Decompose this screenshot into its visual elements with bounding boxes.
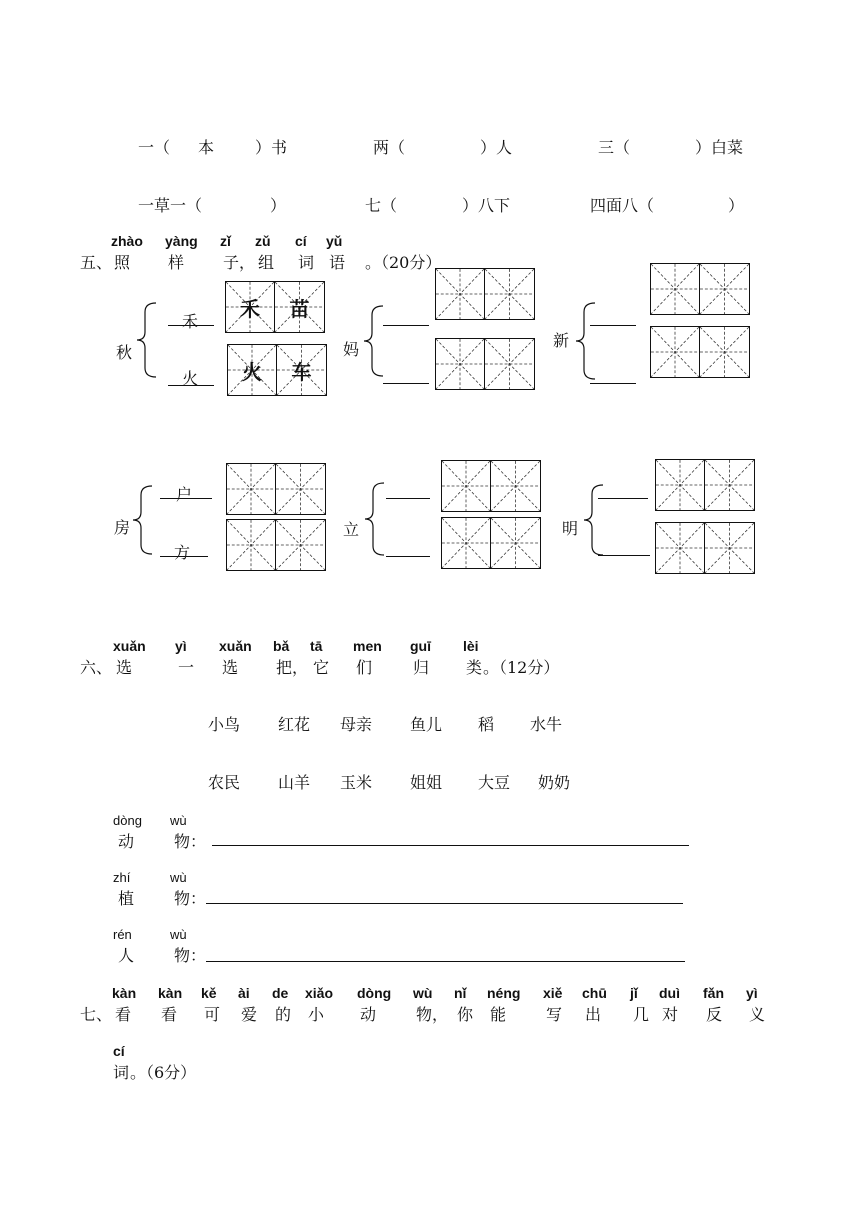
pinyin-syllable: wù	[413, 985, 433, 1001]
pinyin-syllable: kàn	[112, 985, 137, 1001]
section-number: 六、	[80, 658, 113, 677]
heading-char: 一	[178, 658, 195, 677]
word-option[interactable]: 玉米	[340, 773, 373, 792]
pinyin-syllable: duì	[659, 985, 680, 1001]
section-score: 。（12分）	[483, 658, 560, 677]
answer-line[interactable]	[386, 498, 430, 499]
grid-character	[705, 523, 754, 573]
pinyin-syllable: ài	[238, 985, 250, 1001]
writing-grid-cell[interactable]	[225, 281, 275, 333]
heading-char: 可	[204, 1005, 221, 1024]
category-label: 物：	[174, 832, 207, 851]
heading-char: 出	[585, 1005, 602, 1024]
pinyin-syllable: dòng	[113, 813, 142, 828]
phrase-prefix: 三（	[598, 138, 631, 157]
heading-char: 词	[113, 1063, 130, 1082]
pinyin-syllable: zhí	[113, 870, 131, 885]
heading-char: 把	[276, 658, 293, 677]
word-option[interactable]: 水牛	[530, 715, 563, 734]
pinyin-syllable: tā	[310, 638, 323, 654]
grid-character: 苗	[289, 296, 310, 321]
pinyin-syllable: men	[353, 638, 382, 654]
phrase-blank[interactable]: 本	[198, 138, 215, 157]
brace-icon	[575, 302, 597, 380]
heading-char: 爱	[241, 1005, 258, 1024]
heading-char: 小	[308, 1005, 325, 1024]
heading-comma: ，	[432, 1005, 449, 1024]
writing-grid-cell[interactable]	[435, 268, 485, 320]
grid-character	[436, 339, 484, 389]
phrase-suffix: ）白菜	[695, 138, 744, 157]
phrase-suffix: ）八下	[462, 196, 511, 215]
section-score: 。（20分）	[365, 253, 442, 272]
pinyin-syllable: jǐ	[630, 985, 638, 1001]
grid-character	[442, 518, 490, 568]
hint-character: 火	[182, 369, 199, 388]
writing-grid-pair	[226, 519, 326, 571]
writing-grid-cell[interactable]	[700, 263, 750, 315]
word-option[interactable]: 红花	[278, 715, 311, 734]
writing-grid-pair	[227, 344, 327, 396]
root-character: 房	[114, 518, 131, 537]
pinyin-syllable: kě	[201, 985, 217, 1001]
grid-character	[436, 269, 484, 319]
pinyin-syllable: xuǎn	[113, 638, 146, 654]
heading-char: 子	[223, 253, 240, 272]
pinyin-syllable: cí	[295, 233, 307, 249]
writing-grid-cell[interactable]	[435, 338, 485, 390]
heading-char: 归	[413, 658, 430, 677]
phrase-prefix: 两（	[373, 138, 406, 157]
root-character: 秋	[116, 343, 133, 362]
grid-character: 火	[242, 359, 262, 384]
grid-character	[227, 520, 275, 570]
writing-grid-cell[interactable]	[226, 519, 276, 571]
pinyin-syllable: zǔ	[255, 233, 271, 249]
root-character: 妈	[343, 340, 360, 359]
heading-char: 动	[360, 1005, 377, 1024]
heading-char: 写	[546, 1005, 563, 1024]
answer-line[interactable]	[598, 555, 650, 556]
grid-character	[700, 327, 749, 377]
writing-grid-pair	[655, 459, 755, 511]
heading-char: 能	[490, 1005, 507, 1024]
pinyin-syllable: xiǎo	[305, 985, 334, 1001]
brace-icon	[363, 305, 385, 377]
pinyin-syllable: nǐ	[454, 985, 467, 1001]
heading-char: 样	[168, 253, 185, 272]
hint-character: 户	[176, 485, 193, 504]
heading-char: 对	[662, 1005, 679, 1024]
writing-grid-cell[interactable]	[655, 522, 705, 574]
pinyin-syllable: zhào	[111, 233, 143, 249]
grid-character: 禾	[240, 296, 260, 321]
word-option[interactable]: 大豆	[478, 773, 511, 792]
pinyin-syllable: yì	[746, 985, 758, 1001]
writing-grid-pair	[435, 268, 535, 320]
heading-comma: ，	[239, 253, 256, 272]
grid-character	[485, 269, 534, 319]
grid-character	[276, 520, 325, 570]
writing-grid-cell[interactable]	[226, 463, 276, 515]
brace-icon	[583, 484, 605, 556]
pinyin-syllable: guī	[410, 638, 431, 654]
heading-char: 看	[161, 1005, 178, 1024]
grid-character	[656, 460, 704, 510]
heading-char: 词	[298, 253, 315, 272]
writing-grid-cell[interactable]	[705, 522, 755, 574]
pinyin-syllable: xiě	[543, 985, 563, 1001]
phrase-prefix: 一草一（	[138, 196, 203, 215]
grid-character	[227, 464, 275, 514]
grid-character	[491, 518, 540, 568]
root-character: 新	[553, 331, 570, 350]
pinyin-syllable: chū	[582, 985, 607, 1001]
writing-grid-pair	[650, 326, 750, 378]
pinyin-syllable: zǐ	[220, 233, 231, 249]
phrase-suffix: ）	[728, 196, 745, 215]
answer-line[interactable]	[590, 383, 636, 384]
phrase-prefix: 四面八（	[590, 196, 655, 215]
phrase-prefix: 七（	[365, 196, 398, 215]
answer-line[interactable]	[590, 325, 636, 326]
writing-grid-cell[interactable]	[491, 517, 541, 569]
writing-grid-cell[interactable]	[650, 326, 700, 378]
heading-char: 反	[706, 1005, 723, 1024]
grid-character	[651, 264, 699, 314]
heading-char: 组	[258, 253, 275, 272]
pinyin-syllable: lèi	[463, 638, 479, 654]
writing-grid-pair	[435, 338, 535, 390]
phrase-suffix: ）	[270, 196, 287, 215]
grid-character	[276, 464, 325, 514]
writing-grid-cell[interactable]	[485, 268, 535, 320]
brace-icon	[132, 485, 154, 555]
pinyin-syllable: xuǎn	[219, 638, 252, 654]
heading-char: 它	[313, 658, 330, 677]
brace-icon	[364, 482, 386, 556]
writing-grid-cell[interactable]	[705, 459, 755, 511]
word-option[interactable]: 小鸟	[208, 715, 241, 734]
category-answer-line[interactable]	[206, 961, 685, 962]
writing-grid-cell[interactable]	[650, 263, 700, 315]
word-option[interactable]: 母亲	[340, 715, 373, 734]
category-label: 物：	[174, 889, 207, 908]
writing-grid-cell[interactable]	[276, 519, 326, 571]
category-char: 动	[118, 832, 135, 851]
word-option[interactable]: 奶奶	[538, 773, 571, 792]
pinyin-syllable: de	[272, 985, 289, 1001]
heading-char: 选	[222, 658, 239, 677]
heading-char: 选	[116, 658, 133, 677]
pinyin-syllable: cí	[113, 1043, 125, 1059]
grid-character	[491, 461, 540, 511]
phrase-prefix: 一（	[138, 138, 171, 157]
heading-comma: ，	[292, 658, 309, 677]
word-option[interactable]: 姐姐	[410, 773, 443, 792]
pinyin-syllable: wù	[170, 813, 187, 828]
hint-character: 禾	[182, 312, 199, 331]
root-character: 明	[562, 519, 579, 538]
writing-grid-pair	[650, 263, 750, 315]
grid-character	[651, 327, 699, 377]
writing-grid-cell[interactable]	[491, 460, 541, 512]
writing-grid-cell[interactable]	[485, 338, 535, 390]
word-option[interactable]: 山羊	[278, 773, 311, 792]
grid-character: 车	[291, 359, 312, 384]
heading-char: 你	[457, 1005, 474, 1024]
writing-grid-pair	[655, 522, 755, 574]
word-option[interactable]: 鱼儿	[410, 715, 443, 734]
brace-icon	[136, 302, 158, 378]
pinyin-syllable: dòng	[357, 985, 392, 1001]
heading-char: 们	[356, 658, 373, 677]
pinyin-syllable: kàn	[158, 985, 183, 1001]
answer-line[interactable]	[383, 383, 429, 384]
grid-character	[700, 264, 749, 314]
writing-grid-pair	[441, 517, 541, 569]
heading-char: 类	[466, 658, 483, 677]
section-score: 。（6分）	[130, 1063, 197, 1082]
section-number: 五、	[80, 253, 113, 272]
category-char: 人	[118, 946, 135, 965]
pinyin-syllable: fǎn	[703, 985, 724, 1001]
pinyin-syllable: néng	[487, 985, 521, 1001]
writing-grid-cell[interactable]	[276, 463, 326, 515]
pinyin-syllable: wù	[170, 927, 187, 942]
grid-character	[442, 461, 490, 511]
pinyin-syllable: rén	[113, 927, 132, 942]
category-answer-line[interactable]	[206, 903, 683, 904]
heading-char: 几	[633, 1005, 650, 1024]
category-char: 植	[118, 889, 135, 908]
heading-char: 照	[114, 253, 131, 272]
writing-grid-cell[interactable]	[441, 517, 491, 569]
writing-grid-cell[interactable]	[700, 326, 750, 378]
word-option[interactable]: 农民	[208, 773, 241, 792]
writing-grid-pair	[441, 460, 541, 512]
writing-grid-cell[interactable]	[441, 460, 491, 512]
heading-char: 义	[749, 1005, 766, 1024]
writing-grid-pair	[225, 281, 325, 333]
pinyin-syllable: yǔ	[326, 233, 343, 249]
answer-line[interactable]	[386, 556, 430, 557]
section-number: 七、	[80, 1005, 113, 1024]
grid-character	[485, 339, 534, 389]
heading-char: 物	[416, 1005, 433, 1024]
writing-grid-cell[interactable]	[277, 344, 327, 396]
writing-grid-cell[interactable]	[227, 344, 277, 396]
category-answer-line[interactable]	[212, 845, 689, 846]
pinyin-syllable: wù	[170, 870, 187, 885]
grid-character	[656, 523, 704, 573]
heading-char: 的	[275, 1005, 292, 1024]
category-label: 物：	[174, 946, 207, 965]
heading-char: 看	[115, 1005, 132, 1024]
phrase-suffix: ）书	[255, 138, 288, 157]
grid-character	[705, 460, 754, 510]
writing-grid-cell[interactable]	[275, 281, 325, 333]
writing-grid-cell[interactable]	[655, 459, 705, 511]
pinyin-syllable: bǎ	[273, 638, 290, 654]
answer-line[interactable]	[598, 498, 648, 499]
pinyin-syllable: yì	[175, 638, 187, 654]
hint-character: 方	[174, 543, 191, 562]
root-character: 立	[343, 520, 360, 539]
pinyin-syllable: yàng	[165, 233, 198, 249]
writing-grid-pair	[226, 463, 326, 515]
heading-char: 语	[329, 253, 346, 272]
answer-line[interactable]	[383, 325, 429, 326]
word-option[interactable]: 稻	[478, 715, 495, 734]
phrase-suffix: ）人	[480, 138, 513, 157]
